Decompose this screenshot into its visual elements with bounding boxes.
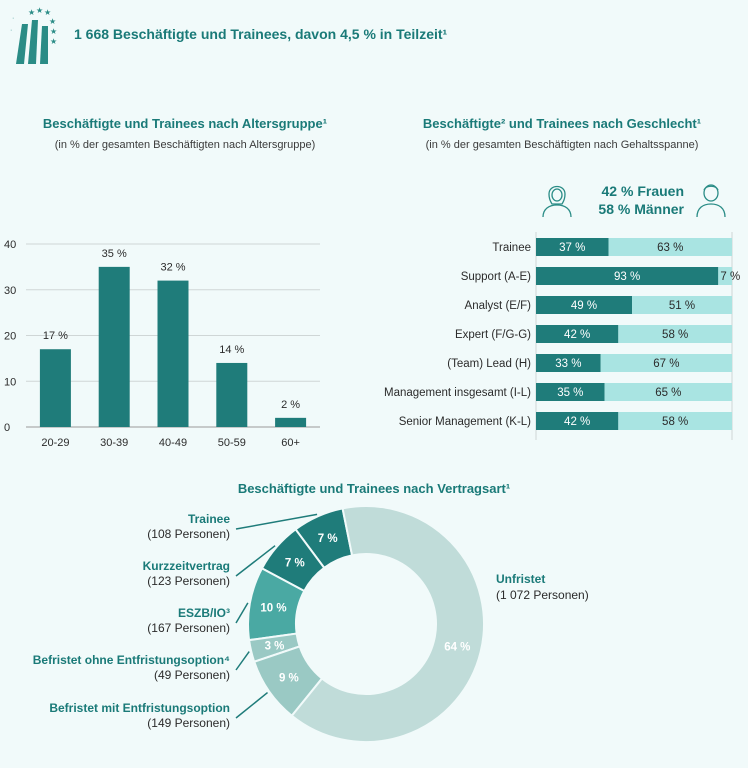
slice-name-label: Befristet mit Entfristungsoption	[49, 701, 230, 715]
bar-men-label: 65 %	[655, 387, 682, 399]
slice-count-label: (167 Personen)	[147, 621, 230, 635]
bar-men-label: 7 %	[720, 271, 741, 283]
x-tick-label: 20-29	[41, 437, 70, 449]
woman-icon	[540, 180, 574, 218]
bar-20-29	[40, 349, 71, 427]
y-tick-label: 40	[4, 239, 17, 251]
bar-50-59	[216, 363, 247, 427]
gender-summary-women: 42 % Frauen	[601, 183, 684, 199]
bar-women-label: 49 %	[570, 300, 598, 312]
category-label: (Team) Lead (H)	[447, 358, 531, 370]
ecb-stars-logo-icon	[8, 6, 60, 66]
age-bar-chart	[0, 230, 340, 460]
bar-women-label: 35 %	[557, 387, 584, 399]
gender-stacked-bar-chart	[340, 228, 748, 442]
slice-name-label: ESZB/IO³	[177, 606, 230, 620]
bar-40-49	[158, 281, 189, 427]
bar-men-label: 58 %	[662, 416, 689, 428]
bar-men-label: 58 %	[662, 329, 689, 341]
svg-text:★: ★	[44, 8, 52, 17]
slice-count-label: (149 Personen)	[147, 716, 230, 730]
x-tick-label: 30-39	[100, 437, 129, 449]
slice-name-label: Unfristet	[496, 572, 546, 586]
y-tick-label: 20	[4, 330, 17, 343]
contract-donut-chart	[0, 500, 748, 768]
bar-women-label: 42 %	[564, 416, 591, 428]
slice-value-label: 10 %	[260, 602, 287, 615]
man-icon	[694, 180, 728, 218]
bar-30-39	[99, 267, 130, 427]
x-tick-label: 60+	[281, 437, 300, 449]
svg-text:★: ★	[36, 6, 44, 15]
bar-men-label: 51 %	[668, 300, 696, 312]
slice-name-label: Kurzzeitvertrag	[142, 559, 230, 573]
y-tick-label: 0	[4, 422, 11, 434]
bar-value-label: 2 %	[281, 398, 301, 411]
category-label: Trainee	[492, 242, 531, 254]
slice-value-label: 3 %	[264, 640, 285, 653]
bar-women-label: 93 %	[614, 271, 641, 283]
slice-name-label: Befristet ohne Entfristungsoption⁴	[32, 653, 230, 667]
category-label: Management insgesamt (I-L)	[383, 387, 531, 399]
svg-text:★: ★	[49, 17, 57, 26]
slice-value-label: 7 %	[284, 557, 305, 570]
bar-women-label: 33 %	[555, 358, 582, 370]
bar-men-label: 63 %	[657, 242, 684, 254]
slice-value-label: 9 %	[278, 672, 299, 685]
x-tick-label: 40-49	[158, 437, 188, 449]
svg-text:·: ·	[12, 15, 15, 22]
gender-chart-subtitle: (in % der gesamten Beschäftigten nach Gehaltsspanne)	[425, 139, 699, 151]
slice-count-label: (108 Personen)	[147, 527, 230, 541]
page-headline: 1 668 Beschäftigte und Trainees, davon 4,5 % in Teilzeit¹	[74, 26, 448, 42]
bar-women-label: 42 %	[564, 329, 591, 341]
leader-line	[236, 652, 249, 670]
bar-women-label: 37 %	[559, 242, 586, 254]
category-label: Support (A-E)	[460, 271, 531, 283]
category-label: Expert (F/G-G)	[454, 329, 531, 341]
x-tick-label: 50-59	[217, 437, 246, 449]
svg-text:·: ·	[10, 27, 13, 34]
slice-count-label: (123 Personen)	[147, 574, 230, 588]
bar-60+	[275, 418, 306, 427]
bar-value-label: 17 %	[42, 330, 68, 343]
leader-line	[236, 693, 268, 718]
bar-value-label: 32 %	[160, 261, 186, 274]
category-label: Senior Management (K-L)	[398, 416, 531, 428]
y-tick-label: 30	[4, 284, 17, 297]
svg-text:★: ★	[50, 37, 58, 46]
bar-value-label: 35 %	[101, 247, 127, 260]
age-chart-subtitle: (in % der gesamten Beschäftigten nach Altersgruppe)	[54, 139, 316, 151]
slice-value-label: 7 %	[317, 533, 338, 546]
gender-chart-title: Beschäftigte² und Trainees nach Geschlecht¹	[422, 116, 702, 131]
slice-value-label: 64 %	[444, 641, 471, 654]
svg-text:★: ★	[28, 8, 36, 17]
gender-summary-men: 58 % Männer	[598, 201, 684, 217]
svg-text:★: ★	[50, 27, 58, 36]
leader-line	[236, 603, 248, 623]
bar-value-label: 14 %	[219, 343, 245, 356]
category-label: Analyst (E/F)	[464, 300, 531, 312]
slice-count-label: (49 Personen)	[153, 668, 230, 682]
slice-name-label: Trainee	[187, 512, 230, 526]
y-tick-label: 10	[4, 376, 17, 389]
bar-men-label: 67 %	[653, 358, 680, 370]
age-chart-title: Beschäftigte und Trainees nach Altersgruppe¹	[42, 116, 328, 131]
slice-count-label: (1 072 Personen)	[496, 588, 589, 602]
contract-chart-title: Beschäftigte und Trainees nach Vertragsart¹	[237, 481, 511, 496]
